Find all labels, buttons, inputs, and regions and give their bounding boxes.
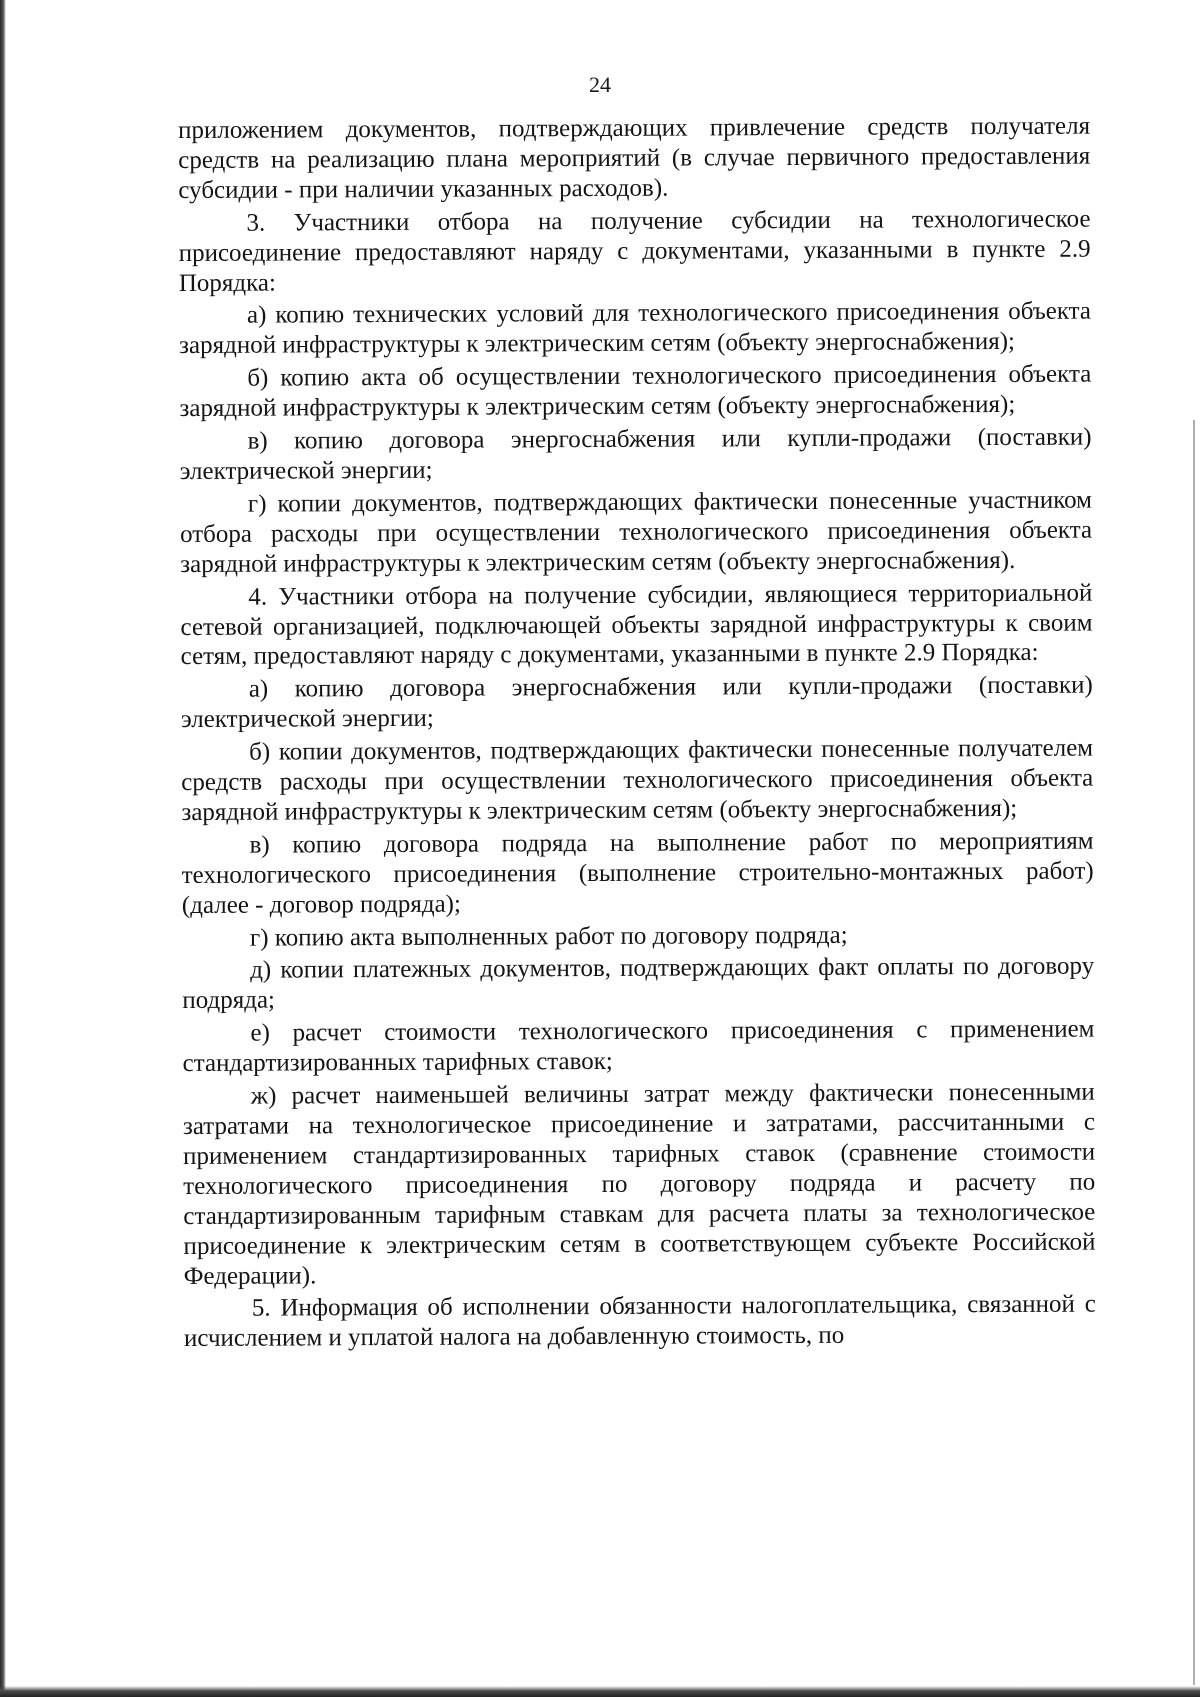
paragraph-item-3a: а) копию технических условий для технологического присоединения объекта зарядной инфраструктуры к электрическим сетям (объекту энергоснабжения); [179, 297, 1092, 360]
paragraph-item-4g: г) копию акта выполненных работ по договору подряда; [249, 921, 848, 952]
paragraph-item-4: 4. Участники отбора на получение субсидии, являющиеся территориальной сетевой организацией, подключающей объекты зарядной инфраструктуры к своим сетям, предоставляют наряду с документами, указанными в пункте 2.9 Порядка: [180, 579, 1093, 671]
paragraph-item-4v: в) копию договора подряда на выполнение работ по мероприятиям технологического присоединения (выполнение строительно-монтажных работ) (далее - договор подряда); [181, 827, 1094, 919]
paragraph-item-4a: а) копию договора энергоснабжения или купли-продажи (поставки) электрической энергии; [180, 671, 1093, 734]
paragraph-continuation: приложением документов, подтверждающих привлечение средств получателя средств на реализацию плана мероприятий (в случае первичного предоставления субсидии - при наличии указанных расходов). [178, 112, 1091, 204]
paragraph-item-3: 3. Участники отбора на получение субсидии на технологическое присоединение предоставляют наряду с документами, указанными в пункте 2.9 Порядка: [178, 205, 1091, 297]
paragraph-item-4zh: ж) расчет наименьшей величины затрат между фактически понесенными затратами на технологическое присоединение и затратами, рассчитанными с применением стандартизированных тарифных ставок (сравнение стоимости технологического присоединения по договору подряда и расчету по стандартизированным тарифным ставкам для расчета платы за технологическое присоединение к электрическим сетям в соответствующем субъекте Российской Федерации). [182, 1078, 1096, 1290]
paragraph-item-3b: б) копию акта об осуществлении технологического присоединения объекта зарядной инфраструктуры к электрическим сетям (объекту энергоснабжения); [179, 360, 1092, 423]
paragraph-item-3v: в) копию договора энергоснабжения или купли-продажи (поставки) электрической энергии; [179, 423, 1092, 485]
scan-edge-right [1193, 420, 1195, 1685]
scan-edge-left [0, 0, 6, 1697]
document-body [178, 112, 1096, 1358]
paragraph-item-5: 5. Информация об исполнении обязанности налогоплательщика, связанной с исчислением и уплатой налога на добавленную стоимость, по [183, 1290, 1096, 1353]
page-number: 24 [589, 72, 611, 97]
paragraph-item-4d: д) копии платежных документов, подтверждающих факт оплаты по договору подряда; [182, 953, 1095, 1015]
scan-edge-bottom [0, 1686, 1200, 1697]
paragraph-item-4b: б) копии документов, подтверждающих фактически понесенные получателем средств расходы при осуществлении технологического присоединения объекта зарядной инфраструктуры к электрическим сетям (объекту энергоснабжения); [181, 734, 1094, 826]
paragraph-item-4e: е) расчет стоимости технологического присоединения с применением стандартизированных тарифных ставок; [182, 1015, 1095, 1078]
paragraph-item-3g: г) копии документов, подтверждающих фактически понесенные участником отбора расходы при осуществлении технологического присоединения объекта зарядной инфраструктуры к электрическим сетям (объекту энергоснабжения). [179, 486, 1093, 578]
